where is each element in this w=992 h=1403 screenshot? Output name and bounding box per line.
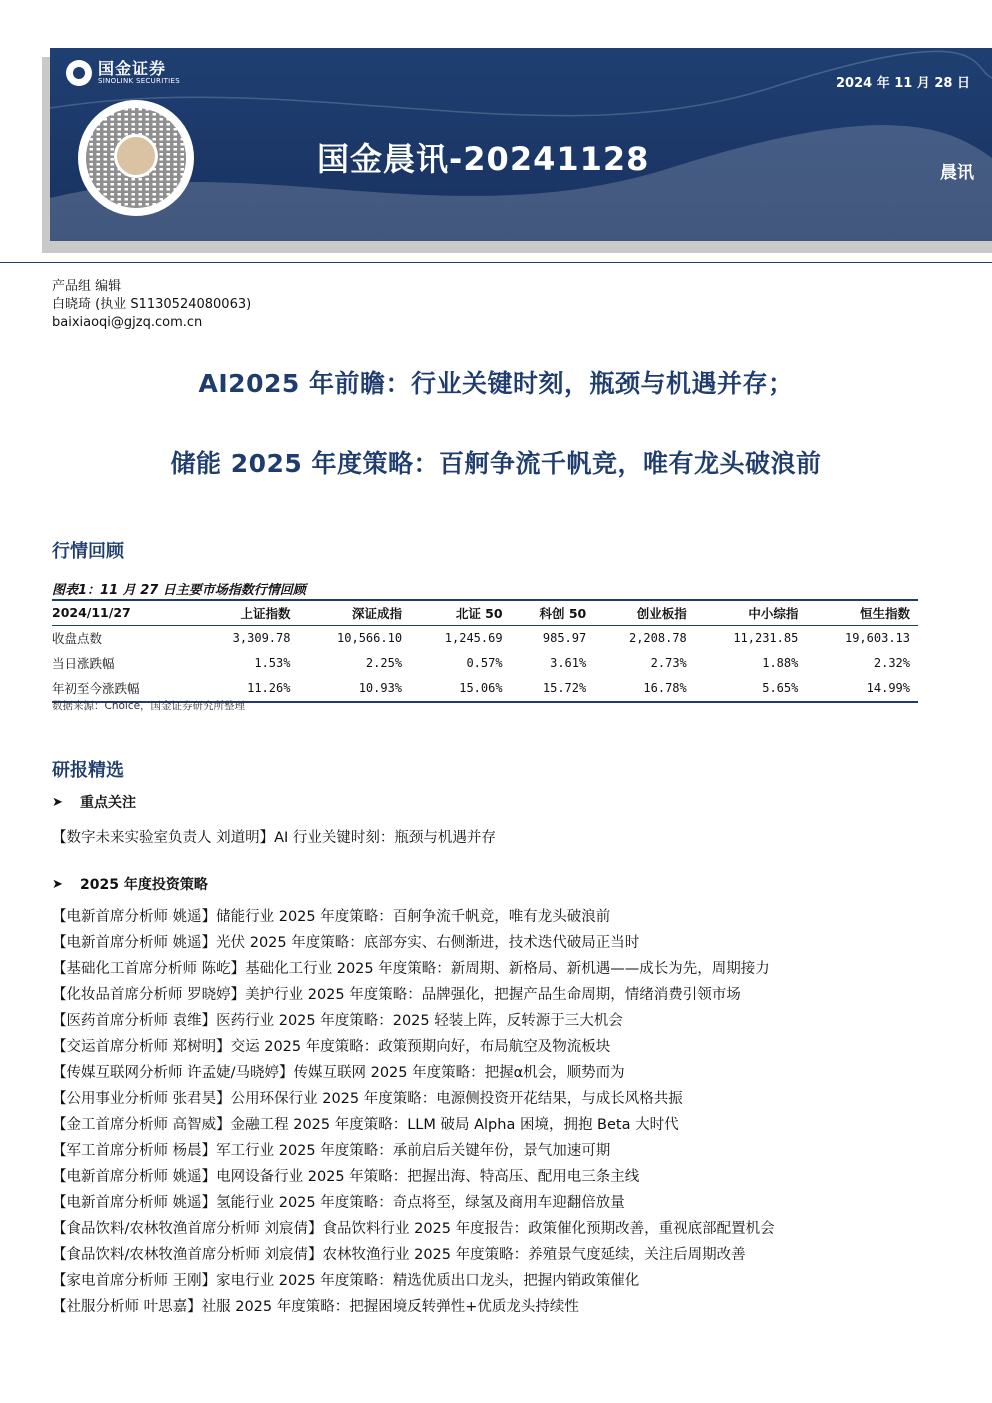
- column-header: 深证成指: [298, 600, 410, 625]
- table-cell: 10,566.10: [337, 631, 403, 645]
- section-title-reports: 研报精选: [52, 760, 124, 781]
- table-cell: 收盘点数: [52, 631, 103, 646]
- table-row: [52, 651, 918, 677]
- column-header: 创业板指: [594, 600, 695, 625]
- list-item[interactable]: 【电新首席分析师 姚遥】储能行业 2025 年度策略：百舸争流千帆竞，唯有龙头破浪前: [52, 909, 611, 925]
- headline-1: AI2025 年前瞻：行业关键时刻，瓶颈与机遇并存；: [198, 369, 794, 398]
- table-cell: 16.78%: [594, 676, 695, 702]
- table-cell: 2.32%: [873, 656, 910, 671]
- table-cell: 985.97: [542, 631, 587, 645]
- table-cell: 1.53%: [254, 656, 291, 671]
- market-index-table: [52, 599, 918, 703]
- list-item[interactable]: 【军工首席分析师 杨晨】军工行业 2025 年度策略：承前启后关键年份，景气加速可期: [52, 1143, 611, 1159]
- column-header: 恒生指数: [806, 600, 918, 625]
- focus-report-item[interactable]: 【数字未来实验室负责人 刘道明】AI 行业关键时刻：瓶颈与机遇并存: [52, 830, 496, 846]
- table-caption: 图表1：11 月 27 日主要市场指数行情回顾: [52, 583, 306, 598]
- column-header: 北证 50: [410, 600, 511, 625]
- section-title-market: 行情回顾: [52, 541, 124, 562]
- column-header: 2024/11/27: [52, 600, 198, 625]
- column-header: 科创 50: [511, 600, 595, 625]
- list-item[interactable]: 【食品饮料/农林牧渔首席分析师 刘宸倩】农林牧渔行业 2025 年度策略：养殖景气度延续，关注后周期改善: [52, 1247, 746, 1263]
- report-title: 国金晨讯-20241128: [317, 140, 650, 178]
- list-item[interactable]: 【食品饮料/农林牧渔首席分析师 刘宸倩】食品饮料行业 2025 年度报告：政策催化预期改善，重视底部配置机会: [52, 1221, 775, 1237]
- author-name: 白晓琦 (执业 S1130524080063): [52, 297, 252, 312]
- table-cell: 1.88%: [762, 656, 799, 671]
- arrow-bullet-icon: ➤: [52, 876, 63, 892]
- table-cell: 2.73%: [650, 656, 687, 671]
- table-cell: 年初至今涨跌幅: [52, 676, 198, 702]
- list-item[interactable]: 【电新首席分析师 姚遥】光伏 2025 年度策略：底部夯实、右侧渐进，技术迭代破局正当时: [52, 935, 640, 951]
- focus-heading: [52, 792, 136, 812]
- strategy-report-list: [52, 905, 775, 1321]
- report-date: 2024 年 11 月 28 日: [836, 76, 970, 91]
- report-type: 晨讯: [940, 163, 974, 183]
- list-item[interactable]: 【金工首席分析师 高智威】金融工程 2025 年度策略：LLM 破局 Alpha 困境，拥抱 Beta 大时代: [52, 1117, 679, 1133]
- author-email[interactable]: baixiaoqi@gjzq.com.cn: [52, 315, 203, 330]
- focus-heading-label: 重点关注: [80, 795, 136, 811]
- table-cell: 19,603.13: [844, 631, 910, 645]
- table-cell: 5.65%: [695, 676, 807, 702]
- list-item[interactable]: 【家电首席分析师 王刚】家电行业 2025 年度策略：精选优质出口龙头，把握内销政策催化: [52, 1273, 640, 1289]
- column-header: 上证指数: [198, 600, 299, 625]
- table-cell: 10.93%: [298, 676, 410, 702]
- strategy-heading: [52, 874, 208, 894]
- table-cell: 2.25%: [365, 656, 403, 671]
- author-block: [52, 278, 251, 332]
- strategy-heading-label: 2025 年度投资策略: [80, 877, 208, 893]
- list-item[interactable]: 【公用事业分析师 张君昊】公用环保行业 2025 年度策略：电源侧投资开花结果，与成长风格共振: [52, 1091, 683, 1107]
- logo-chinese-name: 国金证券: [98, 59, 167, 78]
- list-item[interactable]: 【化妆品首席分析师 罗晓婷】美护行业 2025 年度策略：品牌强化，把握产品生命周期，情绪消费引领市场: [52, 987, 741, 1003]
- table-cell: 15.06%: [410, 676, 511, 702]
- list-item[interactable]: 【社服分析师 叶思嘉】社服 2025 年度策略：把握困境反转弹性+优质龙头持续性: [52, 1299, 579, 1315]
- data-source-note: 数据来源：Choice，国金证券研究所整理: [52, 700, 246, 712]
- header-divider: [0, 262, 992, 263]
- logo-icon: [66, 60, 92, 86]
- table-cell: 11.26%: [198, 676, 299, 702]
- table-cell: 3.61%: [550, 656, 587, 671]
- list-item[interactable]: 【基础化工首席分析师 陈屹】基础化工行业 2025 年度策略：新周期、新格局、新机遇——成长为先，周期接力: [52, 961, 770, 977]
- table-row: [52, 625, 918, 651]
- table-cell: 2,208.78: [628, 631, 687, 645]
- company-logo: [66, 60, 180, 86]
- table-header-row: [52, 600, 918, 625]
- table-cell: 14.99%: [806, 676, 918, 702]
- headline-2: 储能 2025 年度策略：百舸争流千帆竞，唯有龙头破浪前: [170, 449, 822, 478]
- table-cell: 15.72%: [511, 676, 595, 702]
- list-item[interactable]: 【交运首席分析师 郑树明】交运 2025 年度策略：政策预期向好，布局航空及物流板块: [52, 1039, 611, 1055]
- column-header: 中小综指: [695, 600, 807, 625]
- list-item[interactable]: 【医药首席分析师 袁维】医药行业 2025 年度策略：2025 轻装上阵，反转源于三大机会: [52, 1013, 623, 1029]
- table-cell: 3,309.78: [232, 631, 291, 645]
- qr-code: [78, 100, 194, 216]
- list-item[interactable]: 【电新首席分析师 姚遥】氢能行业 2025 年度策略：奇点将至，绿氢及商用车迎翻倍放量: [52, 1195, 625, 1211]
- logo-english-name: SINOLINK SECURITIES: [98, 77, 180, 85]
- author-group: 产品组 编辑: [52, 279, 122, 294]
- arrow-bullet-icon: ➤: [52, 794, 63, 810]
- table-cell: 1,245.69: [444, 631, 503, 645]
- table-cell: 11,231.85: [733, 631, 799, 645]
- report-header: [50, 48, 992, 241]
- table-cell: 0.57%: [466, 656, 503, 671]
- list-item[interactable]: 【传媒互联网分析师 许孟婕/马晓婷】传媒互联网 2025 年度策略：把握α机会，顺势而为: [52, 1065, 625, 1081]
- table-cell: 当日涨跌幅: [52, 656, 115, 672]
- list-item[interactable]: 【电新首席分析师 姚遥】电网设备行业 2025 年策略：把握出海、特高压、配用电三条主线: [52, 1169, 640, 1185]
- qr-center-logo: [114, 134, 158, 178]
